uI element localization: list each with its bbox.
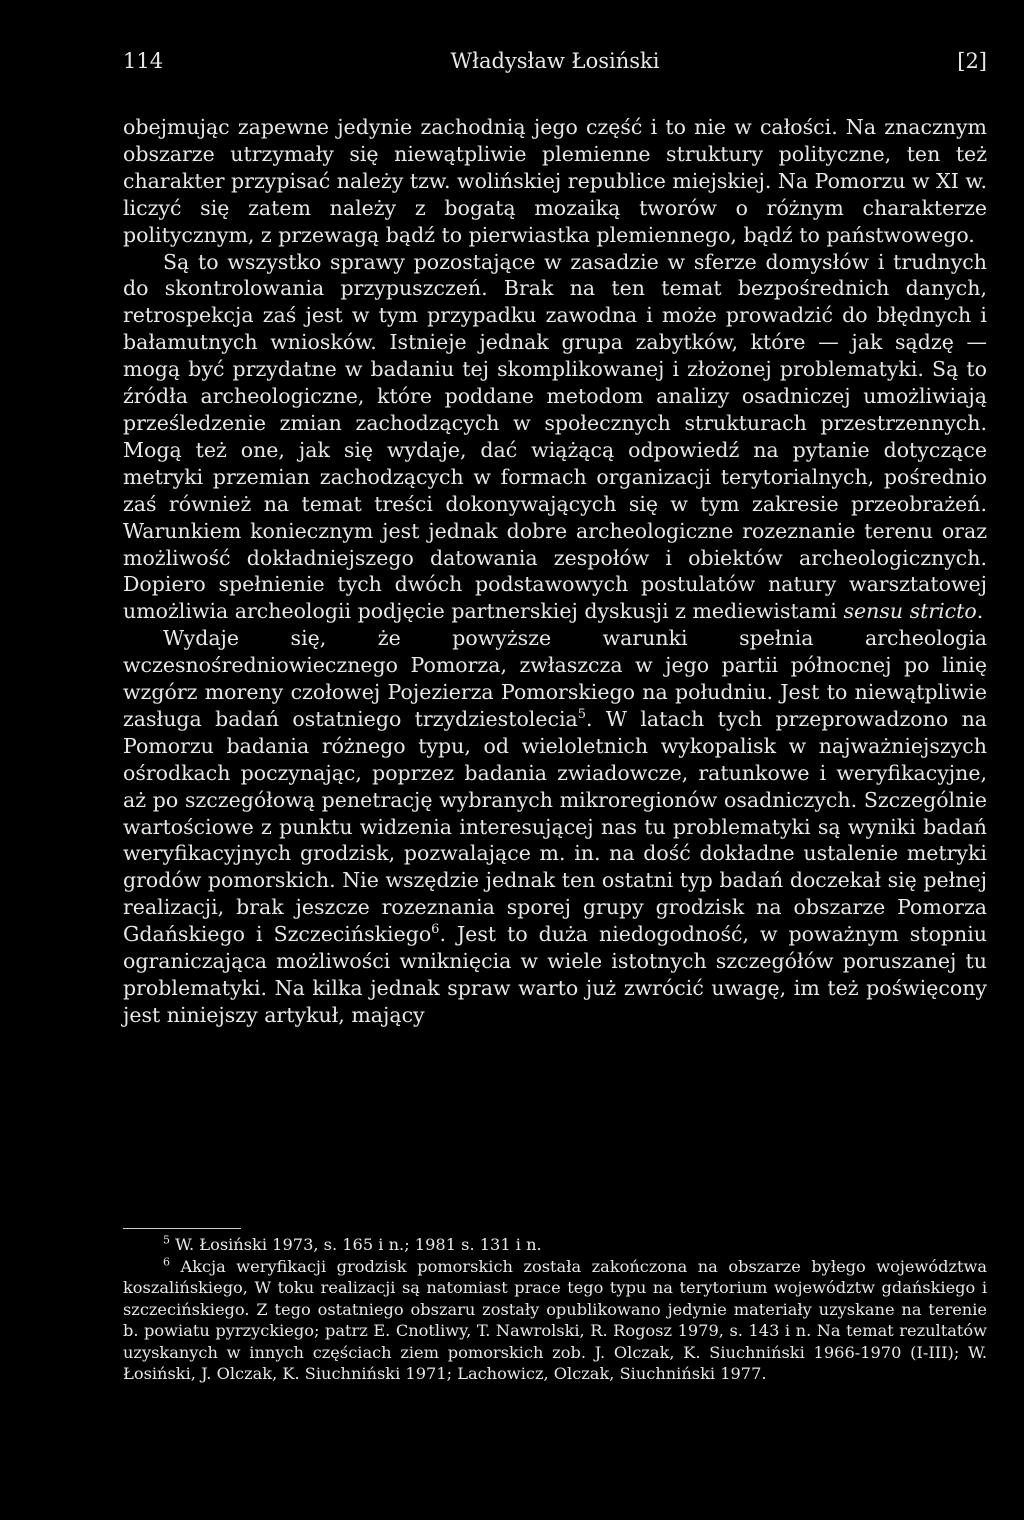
footnote-6 [123,1256,987,1385]
footnote-5-marker: 5 [163,1233,170,1247]
paragraph-3-part-b: . W latach tych przeprowadzono na Pomorzu badania różnego typu, od wieloletnich wykopalisk w najważniejszych ośrodkach poczynając, poprzez badania zwiadowcze, ratunkowe i weryfikacyjne, aż po szczegółową penetrację wybranych mikroregionów osadniczych. Szczególnie wartościowe z punktu widzenia interesującej nas tu problematyki są wyniki badań weryfikacyjnych grodzisk, pozwalające m. in. na dość dokładne ustalenie metryki grodów pomorskich. Nie wszędzie jednak ten ostatni typ badań doczekał się pełnej realizacji, brak jeszcze rozeznania sporej grupy grodzisk na obszarze Pomorza Gdańskiego i Szczecińskiego [123,706,987,947]
paragraph-3-part-a: Wydaje się, że powyższe warunki spełnia archeologia wczesnośredniowiecznego Pomorza, zwłaszcza w jego partii północnej po linię wzgórz moreny czołowej Pojezierza Pomorskiego na południu. Jest to niewątpliwie zasługa badań ostatniego trzydziestolecia [123,626,987,731]
paragraph-1: obejmując zapewne jedynie zachodnią jego część i to nie w całości. Na znacznym obszarze utrzymały się niewątpliwie plemienne struktury polityczne, ten też charakter przypisać należy tzw. wolińskiej republice miejskiej. Na Pomorzu w XI w. liczyć się zatem należy z bogatą mozaiką tworów o różnym charakterze politycznym, z przewagą bądź to pierwiastka plemiennego, bądź to państwowego. [123,115,987,247]
paragraph-3-part-c: . Jest to duża niedogodność, w poważnym stopniu ograniczająca możliwości wniknięcia w wiele istotnych szczegółów poruszanej tu problematyki. Na kilka jednak spraw warto już zwrócić uwagę, im też poświęcony jest niniejszy artykuł, mający [123,922,987,1027]
footnote-ref-5[interactable]: 5 [577,707,587,723]
running-header [123,44,987,78]
page-number: 114 [123,49,164,73]
footnote-5-text: W. Łosiński 1973, s. 165 i n.; 1981 s. 131 i n. [175,1235,542,1254]
paragraph-2-text: Są to wszystko sprawy pozostające w zasadzie w sferze domysłów i trudnych do skontrolowania przypuszczeń. Brak na ten temat bezpośrednich danych, retrospekcja zaś jest w tym przypadku zawodna i może prowadzić do błędnych i bałamutnych wniosków. Istnieje jednak grupa zabytków, które — jak sądzę — mogą być przydatne w badaniu tej skomplikowanej i złożonej problematyki. Są to źródła archeologiczne, które poddane metodom analizy osadniczej umożliwiają prześledzenie zmian zachodzących w społecznych strukturach przestrzennych. Mogą też one, jak się wydaje, dać wiążącą odpowiedź na pytanie dotyczące metryki przemian zachodzących w formach organizacji terytorialnych, pośrednio zaś również na temat treści dokonywających się w tym zakresie przeobrażeń. Warunkiem koniecznym jest jednak dobre archeologiczne rozeznanie terenu oraz możliwość dokładniejszego datowania zespołów i obiektów archeologicznych. Dopiero spełnienie tych dwóch podstawowych postulatów natury warsztatowej umożliwia archeologii podjęcie partnerskiej dyskusji z mediewistami [123,249,987,624]
footnotes [123,1234,987,1385]
paragraph-2-end: . [976,599,984,624]
footnote-ref-6[interactable]: 6 [431,922,440,938]
footnote-5 [123,1234,987,1256]
footnote-6-text: Akcja weryfikacji grodzisk pomorskich została zakończona na obszarze byłego województwa koszalińskiego, W toku realizacji są natomiast prace tego typu na terytorium województw gdańskiego i szczecińskiego. Z tego ostatniego obszaru zostały opublikowano jedynie materiały uzyskane na terenie b. powiatu pyrzyckiego; patrz E. Cnotliwy, T. Nawrolski, R. Rogosz 1979, s. 143 i n. Na temat rezultatów uzyskanych w innych częściach ziem pomorskich zob. J. Olczak, K. Siuchniński 1966-1970 (I-III); W. Łosiński, J. Olczak, K. Siuchniński 1971; Lachowicz, Olczak, Siuchniński 1977. [123,1256,987,1383]
bracket-number: [2] [957,49,987,73]
footnote-separator [123,1228,241,1229]
paragraph-2 [123,249,987,626]
body-text [123,114,987,1029]
paragraph-3 [123,625,987,1029]
running-title: Władysław Łosiński [450,49,660,73]
italic-phrase: sensu stricto [843,599,977,624]
footnote-6-marker: 6 [163,1255,170,1269]
